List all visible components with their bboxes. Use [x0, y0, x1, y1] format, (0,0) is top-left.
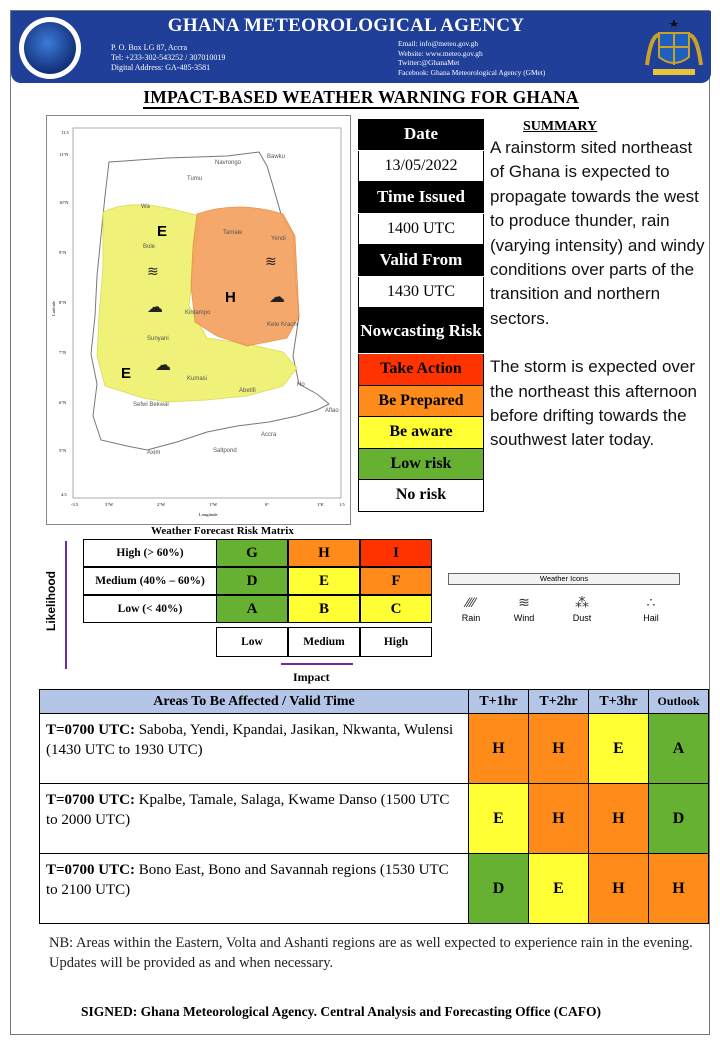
risk-cell: E — [529, 854, 589, 924]
column-header: T+3hr — [589, 690, 649, 714]
place-label: Accra — [261, 432, 277, 438]
matrix-cell-i: I — [360, 539, 432, 567]
y-tick: 4.5 — [61, 492, 67, 497]
risk-map — [46, 115, 351, 525]
place-label: Aflao — [325, 408, 339, 414]
summary-paragraph: The storm is expected over the northeast this afternoon before drifting towards the southwest later today. — [490, 357, 697, 450]
place-label: Sefwi Bekwai — [133, 402, 169, 408]
place-label: Bole — [143, 244, 156, 250]
matrix-cell-g: G — [216, 539, 288, 567]
risk-level-no-risk: No risk — [358, 480, 484, 512]
place-label: Saltpond — [213, 448, 237, 454]
y-tick: 5°N — [59, 448, 67, 453]
zone-label: E — [121, 365, 132, 382]
valid-from-value: 1430 UTC — [358, 277, 484, 309]
legend-wind — [499, 591, 549, 623]
place-label: Tumu — [187, 176, 203, 182]
signature-line: SIGNED: Ghana Meteorological Agency. Central Analysis and Forecasting Office (CAFO) — [81, 1004, 601, 1019]
impact-medium: Medium — [288, 627, 360, 657]
impact-high: High — [360, 627, 432, 657]
column-header: Areas To Be Affected / Valid Time — [40, 690, 469, 714]
x-tick: 2°W — [157, 502, 166, 507]
wind-icon: ≋ — [518, 594, 530, 610]
warning-info-table — [358, 119, 484, 512]
updates-note: Updates will be provided as and when necessary. — [49, 955, 334, 971]
nowcasting-label: Nowcasting Risk — [358, 308, 484, 354]
impact-low: Low — [216, 627, 288, 657]
place-label: Kumasi — [187, 376, 208, 382]
y-tick: 8°N — [59, 300, 67, 305]
risk-matrix-title: Weather Forecast Risk Matrix — [151, 525, 294, 537]
table-row — [40, 784, 709, 854]
risk-level-be-aware: Be aware — [358, 417, 484, 449]
impact-label: Impact — [293, 670, 330, 684]
x-tick: 1.5 — [339, 502, 345, 507]
likelihood-label: Likelihood — [44, 571, 58, 631]
legend-label: Wind — [513, 613, 535, 623]
summary-heading: SUMMARY — [523, 119, 598, 134]
rain-icon: ☁ — [155, 355, 171, 374]
dust-icon: ⁂ — [575, 594, 589, 610]
risk-cell: A — [649, 714, 709, 784]
place-label: Kete Krachi — [267, 322, 299, 328]
risk-cell: H — [529, 714, 589, 784]
matrix-cell-f: F — [360, 567, 432, 595]
matrix-row — [83, 539, 432, 567]
column-header: T+1hr — [469, 690, 529, 714]
contact-left — [111, 43, 225, 73]
website: Website: www.meteo.gov.gh — [398, 48, 483, 58]
legend-dust — [557, 591, 607, 623]
risk-cell: H — [469, 714, 529, 784]
legend-hail — [626, 591, 676, 623]
y-tick: 10°N — [59, 200, 69, 205]
risk-cell: E — [589, 714, 649, 784]
y-tick: 6°N — [59, 400, 67, 405]
likelihood-axis-line — [65, 541, 67, 669]
column-header: Outlook — [649, 690, 709, 714]
warning-document — [10, 10, 710, 1035]
area-description: T=0700 UTC: Kpalbe, Tamale, Salaga, Kwame Danso (1500 UTC to 2000 UTC) — [40, 784, 469, 854]
risk-cell: H — [589, 854, 649, 924]
x-axis-label: Longitude — [199, 512, 218, 517]
x-tick: -3.5 — [71, 502, 79, 507]
legend-label: Rain — [461, 613, 481, 623]
place-label: Abetifi — [239, 388, 256, 394]
place-label: Wa — [141, 204, 150, 210]
summary-text — [490, 136, 710, 477]
area-description: T=0700 UTC: Saboba, Yendi, Kpandai, Jasikan, Nkwanta, Wulensi (1430 UTC to 1930 UTC) — [40, 714, 469, 784]
risk-matrix — [83, 539, 432, 623]
agency-header — [11, 11, 711, 83]
date-label: Date — [358, 119, 484, 151]
place-label: Navrongo — [215, 160, 242, 166]
telephone: Tel: +233-302-543252 / 307010019 — [111, 53, 226, 62]
x-tick: 1°E — [317, 502, 324, 507]
y-tick: 11.5 — [61, 130, 69, 135]
wind-icon: ≋ — [265, 254, 277, 270]
risk-cell: H — [649, 854, 709, 924]
digital-address: Digital Address: GA-485-3581 — [111, 63, 211, 72]
contact-right — [398, 39, 545, 77]
impact-levels — [216, 627, 432, 657]
rain-icon: ☁ — [269, 287, 285, 306]
y-tick: 9°N — [59, 250, 67, 255]
matrix-cell-b: B — [288, 595, 360, 623]
y-tick: 11°N — [59, 152, 69, 157]
likelihood-low: Low (< 40%) — [83, 595, 216, 623]
risk-level-be-prepared: Be Prepared — [358, 386, 484, 418]
impact-axis-line — [281, 663, 353, 665]
nb-note: NB: Areas within the Eastern, Volta and Ashanti regions are as well expected to experience rain in the evening. — [49, 935, 693, 951]
risk-cell: D — [469, 854, 529, 924]
table-row — [40, 714, 709, 784]
notes — [49, 933, 699, 973]
matrix-row — [83, 595, 432, 623]
matrix-cell-c: C — [360, 595, 432, 623]
hail-icon: ∴ — [646, 594, 656, 610]
risk-cell: E — [469, 784, 529, 854]
y-axis-label: Latitude — [51, 301, 56, 316]
rain-icon: ⁄⁄⁄⁄ — [466, 594, 476, 610]
likelihood-high: High (> 60%) — [83, 539, 216, 567]
risk-cell: H — [529, 784, 589, 854]
x-tick: 0° — [265, 502, 270, 507]
matrix-cell-d: D — [216, 567, 288, 595]
weather-icons-title: Weather Icons — [448, 573, 680, 585]
risk-cell: D — [649, 784, 709, 854]
likelihood-medium: Medium (40% – 60%) — [83, 567, 216, 595]
matrix-cell-a: A — [216, 595, 288, 623]
matrix-row — [83, 567, 432, 595]
matrix-cell-h: H — [288, 539, 360, 567]
twitter: Twitter:@GhanaMet — [398, 58, 460, 68]
place-label: Sunyani — [147, 336, 169, 342]
column-header: T+2hr — [529, 690, 589, 714]
time-issued-value: 1400 UTC — [358, 214, 484, 246]
valid-from-label: Valid From — [358, 245, 484, 277]
table-header-row — [40, 690, 709, 714]
email: Email: info@meteo.gov.gh — [398, 39, 479, 48]
affected-areas-table — [39, 689, 709, 924]
date-value: 13/05/2022 — [358, 151, 484, 183]
zone-label: H — [225, 289, 236, 306]
place-label: Tamale — [223, 230, 243, 236]
gmet-logo — [19, 17, 81, 79]
x-tick: 3°W — [105, 502, 114, 507]
y-tick: 7°N — [59, 350, 67, 355]
time-issued-label: Time Issued — [358, 182, 484, 214]
ghana-coat-of-arms — [639, 15, 709, 79]
rain-icon: ☁ — [147, 297, 163, 316]
place-label: Bawku — [267, 154, 286, 160]
x-tick: 1°W — [209, 502, 218, 507]
postal-address: P. O. Box LG 87, Accra — [111, 43, 187, 52]
legend-rain — [446, 591, 496, 623]
summary-paragraph: A rainstorm sited northeast of Ghana is expected to propagate towards the west to produce thunder, rain (varying intensity) and windy conditions over parts of the transition and northern sectors. — [490, 138, 705, 328]
facebook: Facebook: Ghana Meteorological Agency (GMet) — [398, 67, 546, 77]
wind-icon: ≋ — [147, 264, 159, 280]
place-label: Ho — [297, 382, 305, 388]
risk-cell: H — [589, 784, 649, 854]
zone-label: E — [157, 223, 168, 240]
legend-label: Dust — [572, 613, 592, 623]
agency-name: GHANA METEOROLOGICAL AGENCY — [167, 15, 525, 36]
area-description: T=0700 UTC: Bono East, Bono and Savannah regions (1530 UTC to 2100 UTC) — [40, 854, 469, 924]
document-title: IMPACT-BASED WEATHER WARNING FOR GHANA — [143, 87, 579, 107]
table-row — [40, 854, 709, 924]
matrix-cell-e: E — [288, 567, 360, 595]
place-label: Axim — [147, 450, 161, 456]
place-label: Yendi — [271, 236, 286, 242]
risk-level-take-action: Take Action — [358, 354, 484, 386]
legend-label: Hail — [643, 613, 659, 623]
place-label: Kintampo — [185, 310, 211, 316]
risk-level-low-risk: Low risk — [358, 449, 484, 481]
